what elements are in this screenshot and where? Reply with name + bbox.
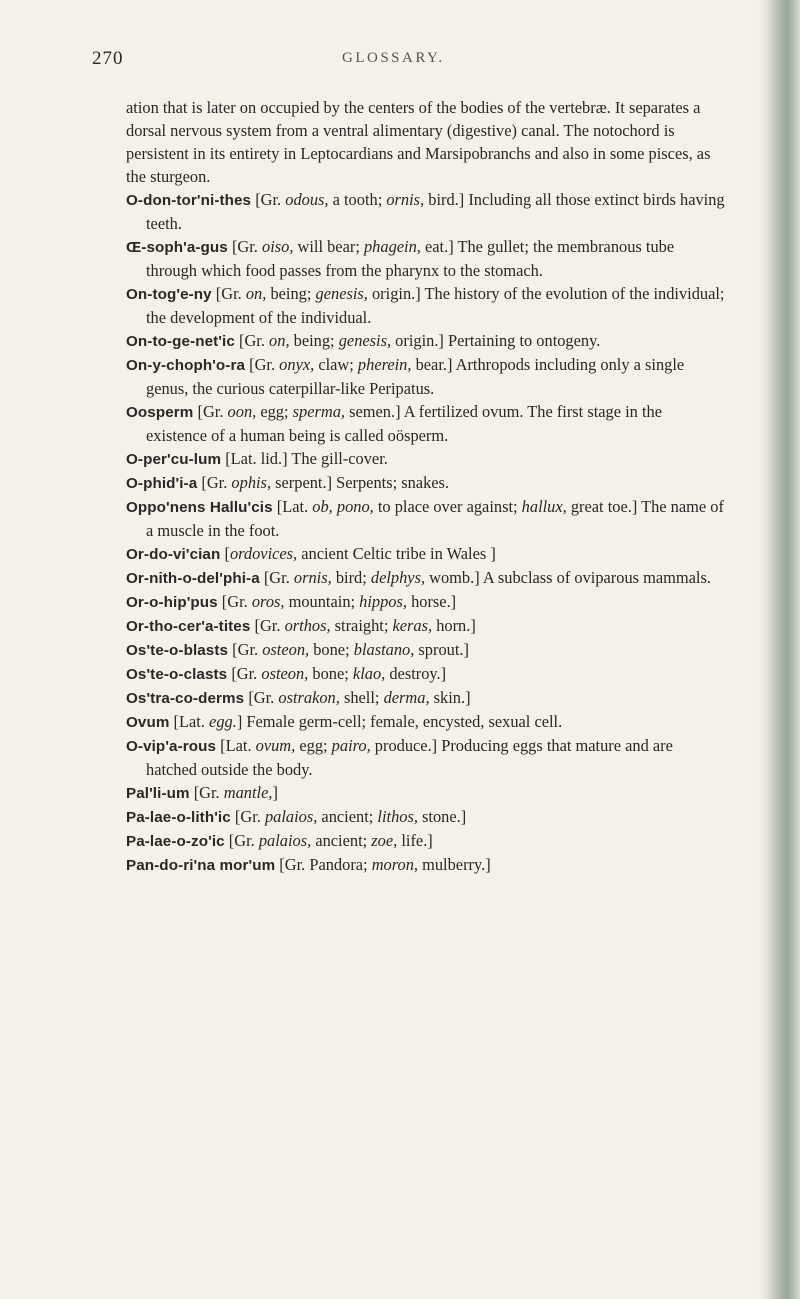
etymology-word: derma, — [383, 688, 430, 707]
definition-text: [Gr. — [193, 402, 228, 421]
definition-text: to place over against; — [373, 497, 522, 516]
etymology-word: egg. — [209, 712, 237, 731]
etymology-word: lithos, — [377, 807, 418, 826]
etymology-word: orthos, — [284, 616, 331, 635]
definition-text: ] — [272, 783, 278, 802]
entry-term: Or-tho-cer'a-tites — [126, 618, 251, 635]
entry-definition — [220, 544, 495, 563]
etymology-word: on, — [245, 284, 267, 303]
glossary-entry — [126, 400, 726, 447]
glossary-text — [126, 96, 726, 877]
entry-definition — [146, 284, 724, 327]
entry-term: O-phid'i-a — [126, 475, 198, 492]
definition-text: sprout.] — [414, 640, 469, 659]
page-edge-shadow — [758, 0, 800, 1299]
entry-term: Or-do-vi'cian — [126, 546, 221, 563]
entry-term: On-to-ge-net'ic — [126, 333, 235, 350]
etymology-word: oon, — [227, 402, 257, 421]
etymology-word: onyx, — [279, 355, 315, 374]
glossary-entry — [126, 638, 726, 662]
entry-term: O-per'cu-lum — [126, 451, 222, 468]
definition-text: origin.] The history of the evolution of the individual; the development of the individual. — [146, 284, 725, 327]
glossary-entry — [126, 710, 726, 734]
etymology-word: blastano, — [353, 640, 415, 659]
entry-definition — [228, 640, 469, 659]
etymology-word: klao, — [352, 664, 386, 683]
entry-definition — [169, 712, 562, 731]
entry-definition — [190, 783, 278, 802]
etymology-word: sperma, — [292, 402, 346, 421]
etymology-word: ornis, — [386, 190, 425, 209]
entry-definition — [146, 402, 662, 445]
etymology-word: oros, — [251, 592, 285, 611]
entry-term: Os'te-o-clasts — [126, 666, 228, 683]
definition-text: [Gr. — [224, 831, 259, 850]
etymology-word: osteon, — [262, 640, 310, 659]
entry-term: Os'tra-co-derms — [126, 690, 245, 707]
etymology-word: ornis, — [293, 568, 332, 587]
definition-text: [Gr. — [230, 807, 265, 826]
entry-term: Oosperm — [126, 404, 194, 421]
definition-text: [Gr. — [227, 664, 262, 683]
definition-text: destroy.] — [385, 664, 447, 683]
definition-text: egg; — [295, 736, 332, 755]
glossary-entry — [126, 471, 726, 495]
etymology-word: palaios, — [258, 831, 312, 850]
entry-term: Or-o-hip'pus — [126, 594, 218, 611]
page-header — [92, 48, 692, 74]
definition-text: [Gr. — [251, 190, 286, 209]
definition-text: [Gr. — [217, 592, 252, 611]
definition-text: [Lat. — [216, 736, 256, 755]
entry-term: O-vip'a-rous — [126, 738, 217, 755]
definition-text: [Gr. — [228, 640, 263, 659]
definition-text: bird.] Including all those extinct birds having teeth. — [146, 190, 725, 233]
definition-text: [Lat. — [272, 497, 313, 516]
etymology-word: keras, — [392, 616, 433, 635]
definition-text: [Gr. Pandora; — [275, 855, 372, 874]
entry-definition — [218, 592, 456, 611]
definition-text: being; — [266, 284, 316, 303]
glossary-entry — [126, 235, 726, 282]
entry-definition — [231, 807, 466, 826]
definition-text: [Lat. lid.] The gill-cover. — [221, 449, 388, 468]
glossary-entries — [126, 188, 726, 877]
definition-text: bird; — [331, 568, 371, 587]
etymology-word: on, — [269, 331, 290, 350]
etymology-word: ob, pono, — [312, 497, 374, 516]
page-number: 270 — [92, 48, 124, 69]
definition-text: [Gr. — [250, 616, 285, 635]
etymology-word: oiso, — [262, 237, 294, 256]
definition-text: origin.] Pertaining to ontogeny. — [391, 331, 601, 350]
definition-text: [Gr. — [259, 568, 294, 587]
entry-term: On-tog'e-ny — [126, 286, 212, 303]
etymology-word: hallux, — [521, 497, 567, 516]
definition-text: bone; — [309, 640, 354, 659]
glossary-entry — [126, 614, 726, 638]
entry-definition — [275, 855, 490, 874]
glossary-entry — [126, 188, 726, 235]
entry-definition — [227, 664, 446, 683]
definition-text: semen.] A fertilized ovum. The first stage in the existence of a human being is called oösperm. — [146, 402, 662, 445]
definition-text: mulberry.] — [418, 855, 491, 874]
definition-text: shell; — [339, 688, 384, 707]
definition-text: [Gr. — [227, 237, 262, 256]
glossary-entry — [126, 447, 726, 471]
entry-term: Œ-soph'a-gus — [126, 239, 228, 256]
definition-text: horn.] — [432, 616, 476, 635]
glossary-entry — [126, 353, 726, 400]
definition-text: eat.] The gullet; the membranous tube through which food passes from the pharynx to the stomach. — [146, 237, 675, 280]
etymology-word: hippos, — [359, 592, 407, 611]
etymology-word: phagein, — [363, 237, 421, 256]
definition-text: [Gr. — [245, 355, 280, 374]
etymology-word: delphys, — [370, 568, 426, 587]
continuation-paragraph: ation that is later on occupied by the centers of the bodies of the vertebræ. It separates a dorsal nervous system from a ventral alimentary (digestive) canal. The notochord is persistent in its entirety in Leptocardians and Marsipobranchs and also in some pisces, as the sturgeon. — [126, 98, 711, 186]
glossary-entry — [126, 542, 726, 566]
entry-definition — [244, 688, 470, 707]
entry-definition — [197, 473, 449, 492]
entry-definition — [225, 831, 433, 850]
etymology-word: palaios, — [264, 807, 318, 826]
etymology-word: genesis, — [315, 284, 368, 303]
entry-definition — [250, 616, 475, 635]
glossary-entry — [126, 805, 726, 829]
definition-text: being; — [289, 331, 339, 350]
glossary-entry — [126, 566, 726, 590]
entry-definition — [221, 449, 388, 468]
definition-text: [Gr. — [189, 783, 224, 802]
entry-term: Or-nith-o-del'phi-a — [126, 570, 260, 587]
definition-text: mountain; — [284, 592, 360, 611]
glossary-entry — [126, 686, 726, 710]
definition-text: egg; — [256, 402, 293, 421]
glossary-entry — [126, 662, 726, 686]
etymology-word: ostrakon, — [278, 688, 340, 707]
entry-term: O-don-tor'ni-thes — [126, 192, 252, 209]
etymology-word: moron, — [371, 855, 419, 874]
definition-text: stone.] — [417, 807, 467, 826]
etymology-word: genesis, — [338, 331, 392, 350]
glossary-entry — [126, 853, 726, 877]
running-head: GLOSSARY. — [342, 50, 445, 66]
entry-definition — [260, 568, 711, 587]
entry-definition — [146, 736, 673, 779]
glossary-entry — [126, 495, 726, 542]
etymology-word: ovum, — [255, 736, 296, 755]
entry-term: On-y-choph'o-ra — [126, 357, 246, 374]
definition-text: [Gr. — [234, 331, 270, 350]
etymology-word: osteon, — [261, 664, 309, 683]
definition-text: ancient; — [311, 831, 372, 850]
entry-definition — [235, 331, 600, 350]
glossary-entry — [126, 590, 726, 614]
definition-text: horse.] — [406, 592, 457, 611]
entry-term: Oppo'nens Hallu'cis — [126, 499, 273, 516]
glossary-entry — [126, 282, 726, 329]
entry-term: Pa-lae-o-lith'ic — [126, 809, 231, 826]
definition-text: ancient Celtic tribe in Wales ] — [297, 544, 496, 563]
etymology-word: pairo, — [331, 736, 371, 755]
entry-term: Pan-do-ri'na mor'um — [126, 857, 276, 874]
entry-term: Pa-lae-o-zo'ic — [126, 833, 225, 850]
glossary-entry — [126, 829, 726, 853]
definition-text: straight; — [330, 616, 393, 635]
definition-text: great toe.] The name of a muscle in the foot. — [146, 497, 724, 540]
definition-text: serpent.] Serpents; snakes. — [271, 473, 450, 492]
definition-text: life.] — [397, 831, 433, 850]
definition-text: [Gr. — [244, 688, 279, 707]
definition-text: [Gr. — [211, 284, 246, 303]
definition-text: will bear; — [293, 237, 364, 256]
glossary-entry — [126, 734, 726, 781]
definition-text: [ — [220, 544, 230, 563]
etymology-word: zoe, — [371, 831, 398, 850]
entry-term: Pal'li-um — [126, 785, 190, 802]
definition-text: ancient; — [317, 807, 378, 826]
etymology-word: mantle, — [223, 783, 273, 802]
etymology-word: ophis, — [231, 473, 272, 492]
etymology-word: pherein, — [357, 355, 412, 374]
definition-text: a tooth; — [328, 190, 387, 209]
glossary-entry — [126, 781, 726, 805]
definition-text: ] Female germ-cell; female, encysted, sexual cell. — [236, 712, 563, 731]
definition-text: skin.] — [429, 688, 471, 707]
glossary-entry — [126, 329, 726, 353]
etymology-word: odous, — [285, 190, 329, 209]
definition-text: [Gr. — [197, 473, 232, 492]
definition-text: bone; — [308, 664, 353, 683]
entry-term: Os'te-o-blasts — [126, 642, 229, 659]
definition-text: [Lat. — [169, 712, 210, 731]
definition-text: produce.] Producing eggs that mature and are hatched outside the body. — [146, 736, 673, 779]
definition-text: womb.] A subclass of oviparous mammals. — [425, 568, 711, 587]
etymology-word: ordovices, — [229, 544, 298, 563]
entry-term: Ovum — [126, 714, 170, 731]
definition-text: bear.] Arthropods including only a single genus, the curious caterpillar-like Peripatus. — [146, 355, 685, 398]
definition-text: claw; — [314, 355, 358, 374]
